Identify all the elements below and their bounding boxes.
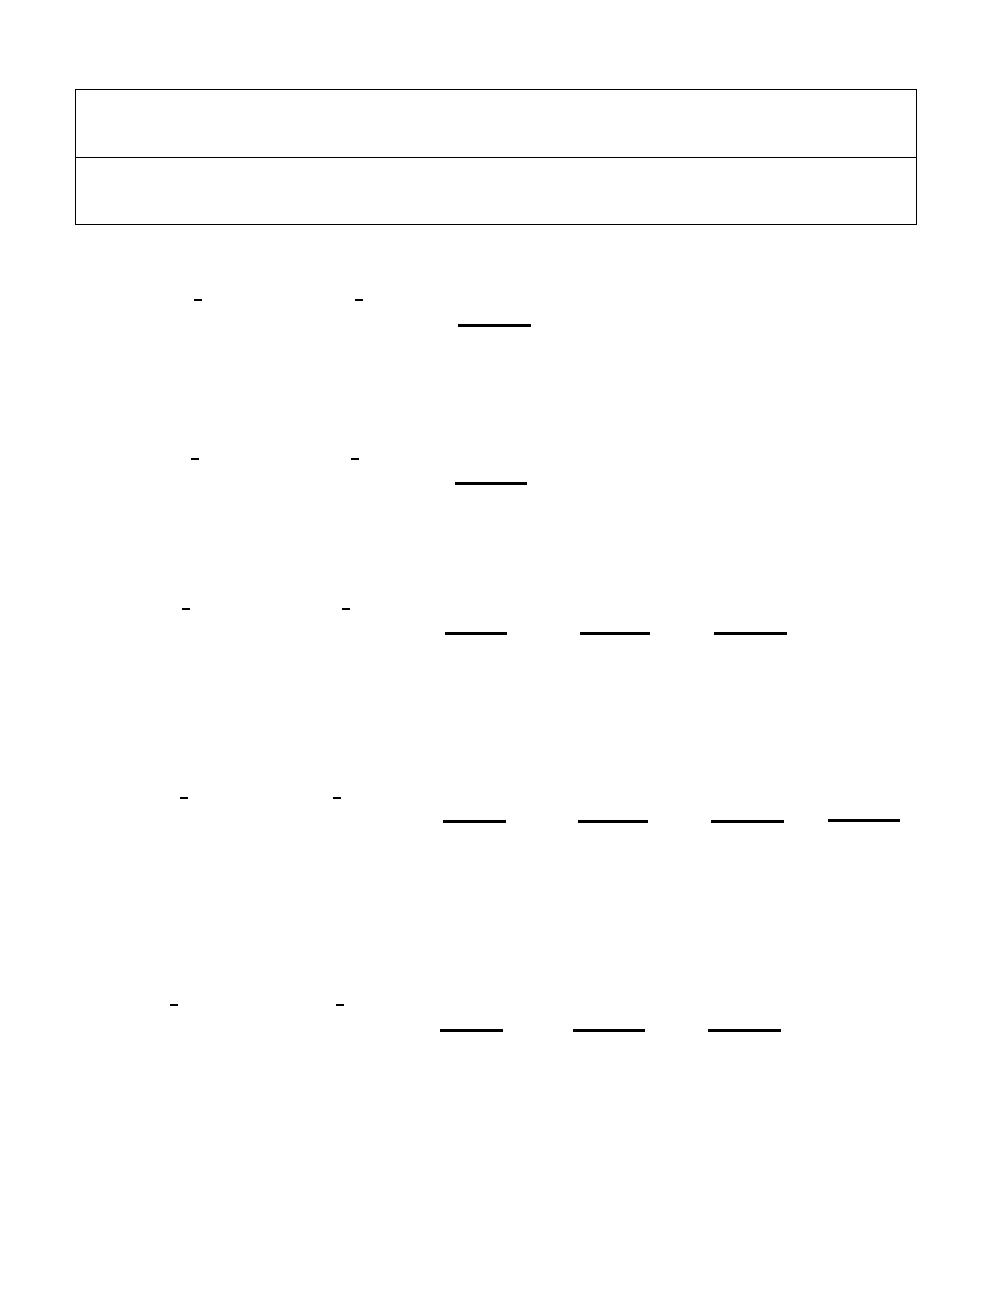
header-info-row — [76, 90, 916, 158]
fraction-bar — [180, 797, 188, 799]
fraction-a — [191, 447, 199, 467]
fraction-a — [182, 597, 190, 617]
answer-blank[interactable] — [458, 324, 531, 327]
fraction-bar — [355, 299, 363, 301]
fraction-b — [336, 993, 344, 1013]
answer-blank[interactable] — [714, 632, 787, 635]
answer-blank[interactable] — [445, 632, 507, 635]
fraction-a — [170, 993, 178, 1013]
header-title-row — [76, 158, 916, 225]
answer-blank[interactable] — [573, 1029, 645, 1032]
answer-blank[interactable] — [578, 820, 648, 823]
fraction-bar — [194, 299, 202, 301]
fraction-a — [194, 288, 202, 308]
fraction-bar — [336, 1004, 344, 1006]
fraction-bar — [333, 797, 341, 799]
fraction-bar — [342, 608, 350, 610]
fraction-b — [355, 288, 363, 308]
answer-blank[interactable] — [440, 1029, 503, 1032]
fraction-bar — [170, 1004, 178, 1006]
fraction-b — [333, 786, 341, 806]
fraction-b — [351, 447, 359, 467]
liveworksheets-icon — [698, 1258, 720, 1282]
answer-blank[interactable] — [580, 632, 650, 635]
fraction-bar — [182, 608, 190, 610]
fraction-b — [342, 597, 350, 617]
answer-blank[interactable] — [455, 482, 527, 485]
answer-blank[interactable] — [708, 1029, 781, 1032]
fraction-bar — [351, 458, 359, 460]
answer-blank[interactable] — [443, 820, 506, 823]
header-box — [75, 89, 917, 225]
liveworksheets-logo — [698, 1256, 724, 1284]
answer-blank[interactable] — [828, 819, 900, 822]
fraction-a — [180, 786, 188, 806]
fraction-bar — [191, 458, 199, 460]
answer-blank[interactable] — [711, 820, 784, 823]
